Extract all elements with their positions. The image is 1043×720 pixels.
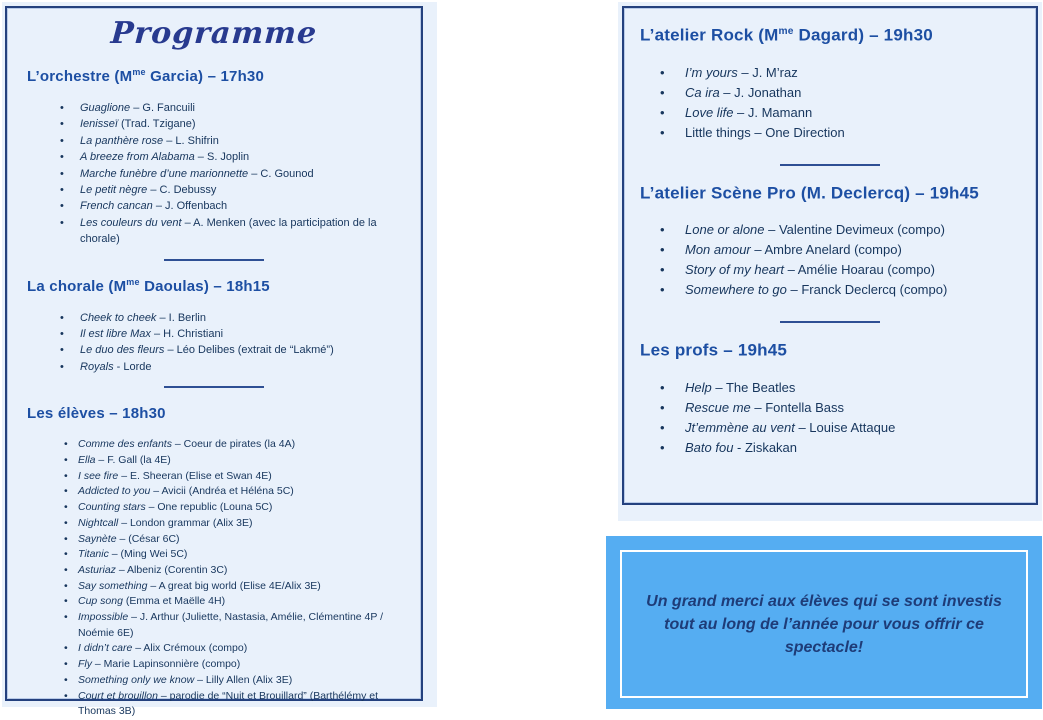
bullet-icon: •: [64, 689, 68, 702]
song-detail: (Trad. Tzigane): [117, 118, 196, 131]
bullet-icon: •: [60, 102, 64, 114]
song-title: I see fire: [78, 469, 119, 482]
song-title: Something only we know: [78, 673, 195, 686]
song-detail: – A. Menken (avec la participation de la chorale): [80, 216, 377, 246]
profs-song-list: [624, 378, 1036, 458]
song-item: [660, 220, 1026, 240]
song-title: Somewhere to go: [685, 282, 787, 298]
song-detail: – J. Offenbach: [152, 200, 228, 213]
song-title: Say something: [78, 579, 148, 592]
separator-line: [164, 386, 264, 388]
bullet-icon: •: [64, 611, 68, 624]
heading-text: Daoulas) – 18h15: [139, 277, 270, 295]
song-item: [60, 100, 399, 116]
song-detail: – J. Jonathan: [719, 84, 802, 100]
bullet-icon: •: [60, 200, 64, 213]
scene-pro-song-list: [624, 220, 1036, 300]
bullet-icon: •: [60, 311, 64, 324]
thanks-banner: [606, 536, 1042, 709]
bullet-icon: •: [64, 595, 68, 608]
song-item: [64, 532, 401, 548]
bullet-icon: •: [64, 438, 68, 451]
bullet-icon: •: [64, 485, 68, 498]
heading-text: La chorale (M: [27, 277, 127, 295]
separator-line: [780, 164, 880, 166]
thanks-banner-border-frame: [620, 550, 1028, 698]
heading-superscript: me: [778, 26, 794, 37]
song-detail: – J. Arthur (Juliette, Nastasia, Amélie, Clémentine 4P / Noémie 6E): [78, 611, 384, 639]
song-title: Nightcall: [78, 516, 119, 529]
song-title: Asturiaz: [78, 563, 116, 576]
bullet-icon: •: [660, 124, 665, 140]
bullet-icon: •: [660, 242, 665, 258]
bullet-icon: •: [64, 548, 68, 561]
bullet-icon: •: [660, 379, 665, 395]
bullet-icon: •: [60, 184, 64, 197]
heading-text: Les profs – 19h45: [640, 340, 788, 360]
bullet-icon: •: [60, 328, 64, 341]
song-detail: – Avicii (Andréa et Héléna 5C): [150, 485, 294, 498]
song-item: [660, 83, 1026, 103]
bullet-icon: •: [64, 658, 68, 671]
song-detail: – (Ming Wei 5C): [108, 548, 188, 561]
song-item: [60, 342, 399, 358]
bullet-icon: •: [660, 84, 665, 100]
song-item: [64, 453, 401, 469]
song-item: [660, 438, 1026, 458]
song-title: Cheek to cheek: [80, 311, 157, 324]
song-item: [660, 398, 1026, 418]
section-heading-orchestre: [7, 62, 421, 87]
song-title: La panthère rose: [80, 134, 164, 147]
song-detail: – C. Debussy: [147, 184, 217, 197]
bullet-icon: •: [64, 453, 68, 466]
song-detail: – (César 6C): [116, 532, 180, 545]
song-item: [60, 326, 399, 342]
song-title: Cup song: [78, 595, 123, 608]
song-detail: – Valentine Devimeux (compo): [764, 222, 945, 238]
song-title: Royals: [80, 360, 114, 373]
song-title: Rescue me: [685, 399, 751, 415]
song-detail: (Emma et Maëlle 4H): [122, 595, 226, 608]
section-heading-atelier-rock: [624, 21, 1036, 47]
song-detail: – E. Sheeran (Elise et Swan 4E): [118, 469, 272, 482]
song-item: [660, 280, 1026, 300]
bullet-icon: •: [60, 344, 64, 357]
song-title: Titanic: [78, 548, 109, 561]
song-title: Ienisseï: [80, 118, 118, 131]
song-item: [64, 689, 401, 720]
chorale-song-list: [7, 310, 421, 376]
song-item: [60, 149, 399, 165]
song-title: Comme des enfants: [78, 438, 172, 451]
heading-text: Les élèves – 18h30: [27, 405, 166, 423]
bullet-icon: •: [660, 64, 665, 80]
song-item: [60, 116, 399, 132]
song-item: [60, 198, 399, 214]
song-item: [64, 437, 401, 453]
song-detail: – Amélie Hoarau (compo): [783, 262, 935, 278]
section-heading-eleves: [7, 399, 421, 424]
song-title: Le petit nègre: [80, 184, 148, 197]
heading-superscript: me: [132, 67, 146, 77]
song-detail: – Marie Lapinsonnière (compo): [92, 658, 241, 671]
song-detail: – F. Gall (la 4E): [95, 453, 171, 466]
orchestre-song-list: [7, 100, 421, 248]
bullet-icon: •: [660, 282, 665, 298]
song-detail: – parodie de “Nuit et Brouillard” (Barthélémy et Thomas 3B): [78, 689, 378, 718]
song-item: [660, 63, 1026, 83]
song-item: [64, 484, 401, 500]
section-heading-scene-pro: [624, 179, 1036, 205]
song-detail: – A great big world (Elise 4E/Alix 3E): [147, 579, 321, 592]
separator-line: [164, 259, 264, 261]
song-item: [660, 103, 1026, 123]
song-title: Ella: [78, 453, 96, 466]
page-left-border-frame: [5, 6, 423, 718]
song-detail: – Fontella Bass: [750, 399, 844, 415]
song-title: Le duo des fleurs: [80, 344, 165, 357]
bullet-icon: •: [660, 262, 665, 278]
song-detail: – J. M’raz: [737, 64, 798, 80]
song-detail: - Lorde: [113, 360, 152, 373]
song-item: [60, 133, 399, 149]
song-item: [660, 260, 1026, 280]
song-title: I’m yours: [685, 64, 738, 80]
song-item: [64, 469, 401, 485]
song-detail: - Ziskakan: [733, 439, 798, 455]
song-title: Love life: [685, 104, 734, 120]
song-title: Mon amour: [685, 242, 751, 258]
song-title: Il est libre Max: [80, 328, 151, 341]
song-item: [60, 310, 399, 326]
bullet-icon: •: [64, 469, 68, 482]
song-detail: – Ambre Anelard (compo): [750, 242, 902, 258]
heading-text: L’atelier Scène Pro (M. Declercq) – 19h45: [640, 183, 979, 203]
bullet-icon: •: [64, 563, 68, 576]
song-detail: – Léo Delibes (extrait de “Lakmé”): [164, 344, 334, 357]
song-item: [60, 182, 399, 198]
song-title: Marche funèbre d’une marionnette: [80, 167, 249, 180]
programme-title: Programme: [109, 16, 319, 51]
song-item: [64, 657, 401, 673]
song-detail: – Alix Crémoux (compo): [132, 642, 248, 655]
programme-page-right: [618, 2, 1042, 521]
song-title: French cancan: [80, 200, 153, 213]
bullet-icon: •: [60, 134, 64, 147]
song-detail: – Louise Attaque: [794, 419, 896, 435]
song-item: [60, 215, 399, 248]
bullet-icon: •: [64, 532, 68, 545]
song-detail: – L. Shifrin: [163, 134, 219, 147]
song-title: Help: [685, 379, 712, 395]
song-item: [64, 563, 401, 579]
song-item: [660, 418, 1026, 438]
bullet-icon: •: [60, 360, 64, 373]
song-title: Court et brouillon: [78, 689, 158, 702]
song-item: [64, 579, 401, 595]
bullet-icon: •: [660, 399, 665, 415]
song-title: Addicted to you: [78, 485, 151, 498]
song-detail: – One republic (Louna 5C): [145, 501, 273, 514]
song-detail: – I. Berlin: [156, 311, 206, 324]
bullet-icon: •: [64, 673, 68, 686]
bullet-icon: •: [660, 222, 665, 238]
thanks-message: Un grand merci aux élèves qui se sont investis tout au long de l’année pour vous offrir ce spectacle!: [646, 592, 1002, 656]
song-detail: – Franck Declercq (compo): [786, 282, 948, 298]
song-title: A breeze from Alabama: [80, 151, 195, 164]
song-detail: – Coeur de pirates (la 4A): [171, 438, 296, 451]
song-title: Saynète: [78, 532, 117, 545]
separator-line: [780, 321, 880, 323]
song-title: Lone or alone: [685, 222, 765, 238]
bullet-icon: •: [64, 501, 68, 514]
song-item: [660, 378, 1026, 398]
heading-text: Garcia) – 17h30: [145, 68, 265, 85]
song-item: [64, 641, 401, 657]
bullet-icon: •: [64, 516, 68, 529]
song-title: Fly: [78, 658, 92, 671]
song-detail: – Albeniz (Corentin 3C): [115, 563, 228, 576]
song-item: [64, 594, 401, 610]
bullet-icon: •: [60, 118, 64, 131]
song-detail: – J. Mamann: [733, 104, 813, 120]
song-detail: Little things – One Direction: [685, 124, 845, 140]
heading-text: L’orchestre (M: [27, 68, 133, 85]
song-item: [660, 123, 1026, 143]
atelier-rock-song-list: [624, 63, 1036, 143]
song-detail: – London grammar (Alix 3E): [118, 516, 253, 529]
bullet-icon: •: [60, 167, 64, 180]
programme-page-left: [2, 2, 437, 718]
song-item: [60, 359, 399, 375]
heading-superscript: me: [126, 276, 140, 287]
bullet-icon: •: [660, 439, 665, 455]
song-detail: – The Beatles: [711, 379, 796, 395]
song-item: [64, 547, 401, 563]
song-detail: – S. Joplin: [194, 151, 250, 164]
song-title: Bato fou: [685, 439, 734, 455]
song-title: Story of my heart: [685, 262, 784, 278]
bullet-icon: •: [60, 151, 64, 164]
bullet-icon: •: [660, 419, 665, 435]
song-title: Jt’emmène au vent: [685, 419, 795, 435]
song-title: Counting stars: [78, 501, 146, 514]
song-detail: – C. Gounod: [248, 167, 314, 180]
song-detail: – Lilly Allen (Alix 3E): [194, 673, 293, 686]
song-item: [660, 240, 1026, 260]
heading-text: Dagard) – 19h30: [793, 25, 933, 45]
section-heading-profs: [624, 336, 1036, 362]
song-title: Les couleurs du vent: [80, 216, 185, 229]
song-item: [64, 500, 401, 516]
eleves-song-list: [7, 437, 421, 720]
song-title: I didn’t care: [78, 642, 133, 655]
song-title: Ca ira: [685, 84, 720, 100]
song-detail: – H. Christiani: [150, 328, 224, 341]
song-item: [64, 673, 401, 689]
page-right-border-frame: [622, 6, 1038, 505]
section-heading-chorale: [7, 272, 421, 297]
bullet-icon: •: [660, 104, 665, 120]
song-item: [60, 166, 399, 182]
bullet-icon: •: [60, 216, 64, 229]
song-detail: – G. Fancuili: [130, 102, 195, 114]
song-title: Guaglione: [80, 102, 131, 114]
bullet-icon: •: [64, 642, 68, 655]
song-item: [64, 516, 401, 532]
song-item: [64, 610, 401, 641]
bullet-icon: •: [64, 579, 68, 592]
song-title: Impossible: [78, 611, 129, 624]
heading-text: L’atelier Rock (M: [640, 25, 779, 45]
